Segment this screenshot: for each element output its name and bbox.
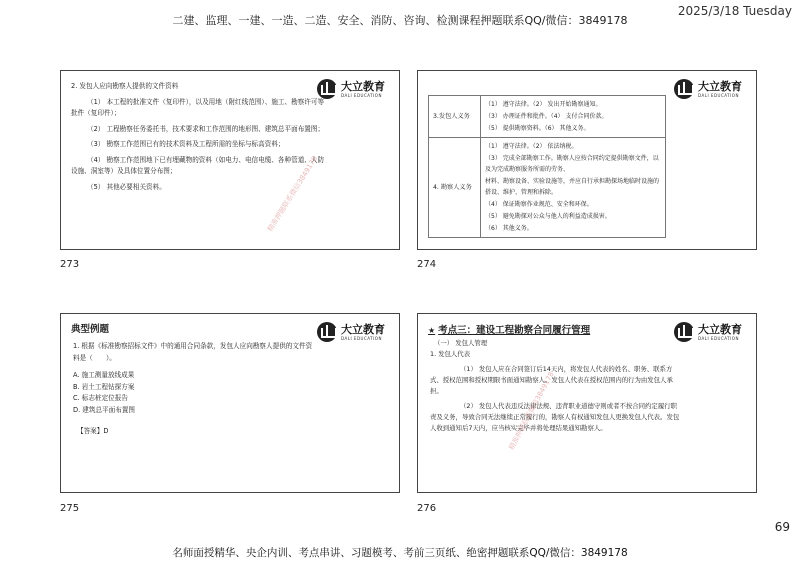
logo-name: 大立教育 [698, 79, 742, 93]
table-cell-items [481, 96, 666, 138]
list-item: （1） 遵守法律。（2） 依法纳税。 [485, 143, 578, 150]
list-item: （5） 避免勘探对公众与他人的利益造成损害。 [485, 213, 611, 220]
slide-273 [60, 70, 400, 250]
slide-number: 276 [417, 503, 437, 514]
slide-275 [60, 313, 400, 493]
list-item: （2） 工程勘察任务委托书，技术要求和工作范围的地形图、建筑总平面布置图； [87, 124, 325, 133]
slide-title: 典型例题 [71, 324, 110, 335]
logo [317, 77, 391, 101]
table-row [429, 138, 666, 238]
slide-276 [417, 313, 757, 493]
dali-logo-icon [317, 322, 337, 342]
logo-english: DALI EDUCATION [698, 335, 739, 341]
list-item: （3） 完成全部勘察工作。勘察人应按合同约定提供勘察文件，以及为完成勘察服务所需的劳务、 [485, 155, 659, 173]
question-text: 1. 根据《标准勘察招标文件》中的通用合同条款，发包人应向勘察人提供的文件资料是（ ）。 [73, 342, 313, 362]
option-item: C. 标志桩定位报告 [73, 394, 128, 402]
slide-274 [417, 70, 757, 250]
list-item: （5） 提供勘察资料。（6） 其他义务。 [485, 125, 590, 132]
watermark: 精准押题联系微信3849178 [266, 154, 320, 234]
paragraph: （2） 发包人代表违反法律法规、违背职业道德守则或者不按合同约定履行职责及义务，导致合同无法继续正常履行的，勘察人有权通知发包人更换发包人代表。发包人收到通知后7天内，应当核实完毕并将处理结果通知勘察人。 [430, 402, 680, 432]
list-item: （3） 办理证件和批件。（4） 支付合同价款。 [485, 113, 608, 120]
bottom-banner: 名师面授精华、央企内训、考点串讲、习题模考、考前三页纸、绝密押题联系QQ/微信：3849178 [172, 547, 628, 559]
list-item: （1） 本工程的批准文件（复印件），以及用地（附红线范围）、施工、勘察许可等批件（复印件）； [71, 97, 325, 117]
slide-number: 274 [417, 259, 437, 270]
option-item: B. 岩土工程钻探方案 [73, 382, 135, 391]
logo-name: 大立教育 [341, 322, 385, 336]
logo [317, 320, 391, 344]
list-item: （5） 其他必要相关资料。 [87, 182, 166, 191]
table-cell-category: 3.发包人义务 [429, 96, 481, 138]
section-subheading: 1. 发包人代表 [430, 350, 471, 358]
option-item: A. 施工测量放线成果 [73, 371, 135, 379]
slide-number: 273 [60, 259, 80, 270]
table-cell-items [481, 138, 666, 238]
obligations-table [428, 95, 666, 238]
logo-name: 大立教育 [341, 79, 385, 93]
date-label: 2025/3/18 Tuesday [677, 4, 792, 18]
dali-logo-icon [674, 79, 694, 99]
slide-273-body [71, 81, 326, 193]
logo-english: DALI EDUCATION [698, 92, 739, 98]
paragraph: （1） 发包人应在合同签订后14天内，将发包人代表的姓名、职务、联系方式、授权范围和授权期限书面通知勘察人。发包人代表在授权范围内的行为由发包人承担。 [430, 365, 673, 395]
star-icon: ★ [428, 326, 436, 335]
slide-276-body [430, 338, 680, 434]
list-item: （4） 保证勘察作业规范、安全和环保。 [485, 201, 593, 208]
logo-name: 大立教育 [698, 322, 742, 336]
table-cell-category: 4. 勘察人义务 [429, 138, 481, 238]
option-item: D. 建筑总平面布置图 [73, 405, 136, 414]
slide-title-text: 考点三：建设工程勘察合同履行管理 [438, 325, 591, 336]
slide-title [428, 322, 590, 336]
logo-english: DALI EDUCATION [341, 92, 382, 98]
section-subheading: （一） 发包人管理 [434, 339, 488, 347]
logo [674, 77, 748, 101]
slide-heading: 2. 发包人应向勘察人提供的文件资料 [71, 82, 179, 90]
answer-text: 【答案】D [77, 427, 109, 435]
watermark: 精准押题联系微信3849178 [507, 370, 556, 452]
list-item: （4） 勘察工作范围地下已有埋藏物的资料（如电力、电信电缆、各种管道、人防设施、洞室等）及具体位置分布图； [71, 155, 325, 175]
slide-number: 275 [60, 503, 80, 514]
logo-english: DALI EDUCATION [341, 335, 382, 341]
top-banner: 二建、监理、一建、一造、二造、安全、消防、咨询、检测课程押题联系QQ/微信：3849178 [172, 14, 628, 27]
list-item: （3） 勘察工作范围已有的技术资料及工程所需的坐标与标高资料； [87, 140, 285, 148]
list-item: （1） 遵守法律。（2） 发出开始勘察通知。 [485, 101, 602, 108]
table-row [429, 96, 666, 138]
logo [674, 320, 748, 344]
list-item: （6） 其他义务。 [485, 225, 533, 232]
page-number: 69 [774, 520, 790, 534]
slide-275-body [73, 341, 318, 438]
list-item: 材料、勘察设备、实验设施等，并应自行承担勘探场地临时设施的搭设、维护、管理和拆除。 [485, 178, 660, 196]
